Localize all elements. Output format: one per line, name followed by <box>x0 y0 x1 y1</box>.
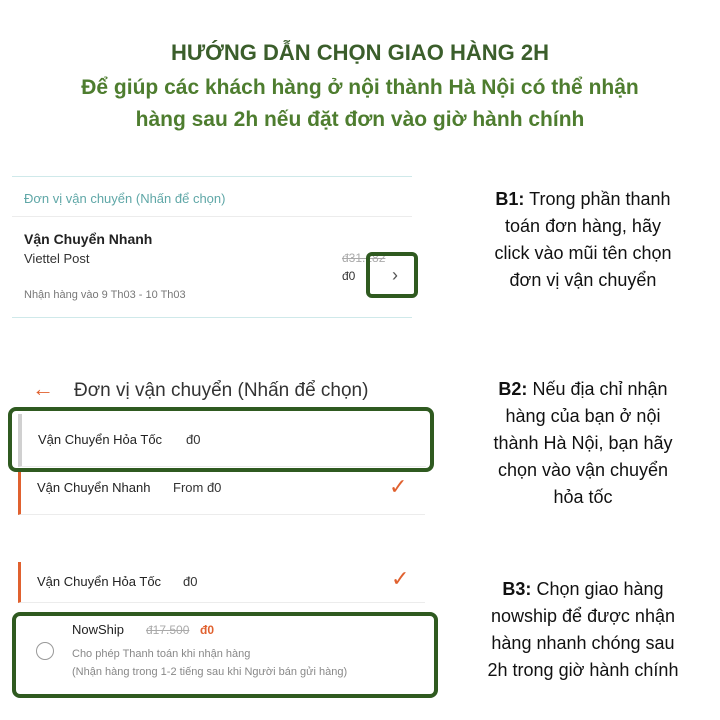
shipping-unit-title: Đơn vị vận chuyển (Nhấn để chọn) <box>74 380 369 401</box>
step-text: Trong phần thanh <box>529 189 671 209</box>
option-price: đ0 <box>183 574 198 589</box>
nowship-price: đ0 <box>200 623 215 637</box>
delivery-date: Nhận hàng vào 9 Th03 - 10 Th03 <box>24 289 186 301</box>
step-b3 <box>452 576 714 684</box>
shipping-unit-panel[interactable] <box>12 176 412 318</box>
nowship-name: NowShip <box>72 622 125 637</box>
subtitle-line-1: Để giúp các khách hàng ở nội thành Hà Nội có thể nhận <box>81 76 639 99</box>
nowship-old-price: đ17.500 <box>146 623 190 637</box>
checkmark-icon: ✓ <box>391 566 410 591</box>
step-text: Nếu địa chỉ nhận <box>532 379 668 399</box>
step-tag: B1: <box>495 189 525 209</box>
step-b2 <box>452 376 714 511</box>
option-label: Vận Chuyển Hỏa Tốc <box>38 432 163 447</box>
step-tag: B2: <box>498 379 528 399</box>
step-b1 <box>452 186 714 294</box>
page-subtitle <box>0 72 720 136</box>
step-text: Chọn giao hàng <box>536 579 664 599</box>
step-text: hỏa tốc <box>553 487 613 507</box>
shipping-price: đ0 <box>342 269 356 283</box>
option-express-selected[interactable] <box>18 562 425 603</box>
shipping-unit-header[interactable]: Đơn vị vận chuyển (Nhấn để chọn) <box>24 191 226 206</box>
option-price: đ0 <box>186 432 201 447</box>
step-text: hàng nhanh chóng sau <box>491 633 675 653</box>
checkmark-icon: ✓ <box>389 474 408 499</box>
highlight-box-nowship <box>12 612 438 698</box>
divider <box>12 216 412 217</box>
nowship-cod-note: Cho phép Thanh toán khi nhận hàng <box>72 648 251 660</box>
step-text: click vào mũi tên chọn <box>494 243 672 263</box>
subtitle-line-2: hàng sau 2h nếu đặt đơn vào giờ hành chính <box>135 108 585 131</box>
step-text: thành Hà Nội, bạn hãy <box>493 433 673 453</box>
highlight-box-express <box>8 407 434 472</box>
step-text: nowship để được nhận <box>491 606 675 626</box>
back-arrow-icon[interactable]: ← <box>32 376 54 401</box>
page-title: HƯỚNG DẪN CHỌN GIAO HÀNG 2H <box>170 40 550 65</box>
step-text: toán đơn hàng, hãy <box>505 216 661 236</box>
option-fast[interactable] <box>18 468 425 515</box>
option-label: Vận Chuyển Hỏa Tốc <box>37 574 162 589</box>
carrier-name: Viettel Post <box>24 251 90 266</box>
highlight-box-chevron <box>366 252 418 298</box>
step-text: hàng của bạn ở nội <box>505 406 661 426</box>
chevron-right-icon[interactable]: › <box>392 265 398 285</box>
option-price: From đ0 <box>173 480 222 495</box>
step-tag: B3: <box>502 579 532 599</box>
nowship-delivery-note: (Nhận hàng trong 1-2 tiếng sau khi Người bán gửi hàng) <box>72 666 348 678</box>
step-text: 2h trong giờ hành chính <box>487 660 679 680</box>
old-price: đ31.182 <box>342 251 386 265</box>
option-label: Vận Chuyển Nhanh <box>37 480 151 495</box>
step-text: đơn vị vận chuyển <box>509 270 657 290</box>
shipping-method-name: Vận Chuyển Nhanh <box>24 231 153 247</box>
step-text: chọn vào vận chuyển <box>497 460 669 480</box>
